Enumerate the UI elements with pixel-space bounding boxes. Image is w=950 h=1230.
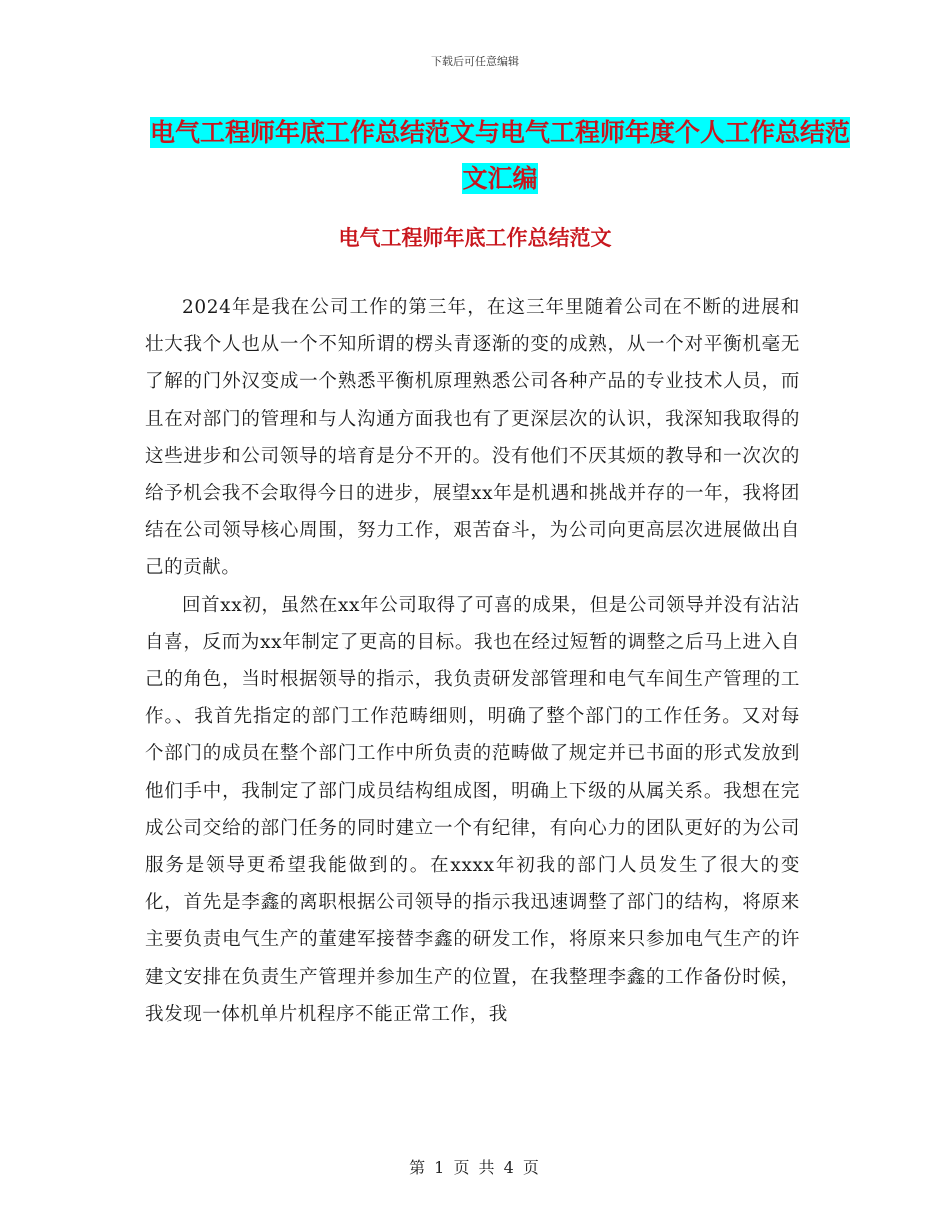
body-text [145, 289, 800, 1033]
document-title-text: 电气工程师年底工作总结范文与电气工程师年度个人工作总结范文汇编 [150, 118, 851, 193]
download-note: 下载后可任意编辑 [431, 55, 519, 68]
page-number: 第 1 页 共 4 页 [409, 1158, 541, 1177]
paragraph: 2024年是我在公司工作的第三年，在这三年里随着公司在不断的进展和壮大我个人也从一个不知所谓的楞头青逐渐的变的成熟，从一个对平衡机毫无了解的门外汉变成一个熟悉平衡机原理熟悉公司各种产品的专业技术人员，而且在对部门的管理和与人沟通方面我也有了更深层次的认识，我深知我取得的这些进步和公司领导的培育是分不开的。没有他们不厌其烦的教导和一次次的给予机会我不会取得今日的进步，展望xx年是机遇和挑战并存的一年，我将团结在公司领导核心周围，努力工作，艰苦奋斗，为公司向更高层次进展做出自己的贡献。 [145, 297, 800, 579]
paragraph: 回首xx初，虽然在xx年公司取得了可喜的成果，但是公司领导并没有沾沾自喜，反而为xx年制定了更高的目标。我也在经过短暂的调整之后马上进入自己的角色，当时根据领导的指示，我负责研发部管理和电气车间生产管理的工作。、我首先指定的部门工作范畴细则，明确了整个部门的工作任务。又对每个部门的成员在整个部门工作中所负责的范畴做了规定并已书面的形式发放到他们手中，我制定了部门成员结构组成图，明确上下级的从属关系。我想在完成公司交给的部门任务的同时建立一个有纪律，有向心力的团队更好的为公司服务是领导更希望我能做到的。在xxxx年初我的部门人员发生了很大的变化，首先是李鑫的离职根据公司领导的指示我迅速调整了部门的结构，将原来主要负责电气生产的董建军接替李鑫的研发工作，将原来只参加电气生产的许建文安排在负责生产管理并参加生产的位置，在我整理李鑫的工作备份时候，我发现一体机单片机程序不能正常工作，我 [145, 594, 800, 1025]
document-title [150, 110, 850, 202]
section-title: 电气工程师年底工作总结范文 [338, 226, 612, 250]
